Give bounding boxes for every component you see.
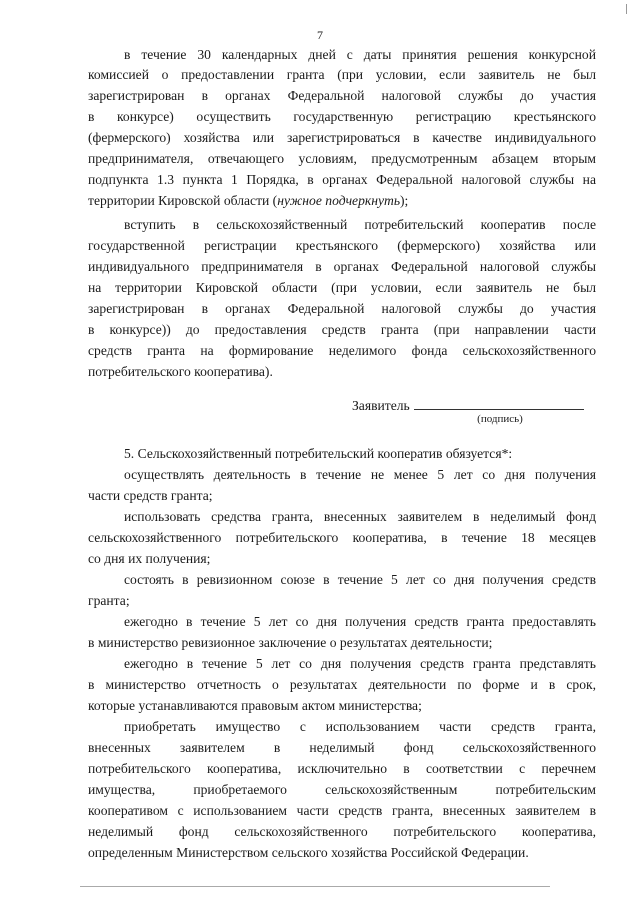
paragraph-line: средств гранта на формирование неделимого фонда сельскохозяйственного (88, 343, 596, 358)
paragraph-line: неделимый фонд сельскохозяйственного потребительского кооператива, (88, 824, 596, 839)
paragraph-line: на территории Кировской области (при условии, если заявитель не был (88, 280, 596, 295)
paragraph-line: сельскохозяйственного потребительского кооператива, в течение 18 месяцев (88, 530, 596, 545)
paragraph-line: использовать средства гранта, внесенных заявителем в неделимый фонд (124, 509, 596, 524)
scan-edge-mark (626, 4, 627, 14)
paragraph-line: зарегистрирован в органах Федеральной налоговой службы до участия (88, 88, 596, 103)
paragraph-line: части средств гранта; (88, 488, 213, 503)
paragraph-line (88, 193, 596, 209)
paragraph-line: которые устанавливаются правовым актом министерства; (88, 698, 422, 713)
signature-line (414, 397, 584, 410)
text-fragment: территории Кировской области ( (88, 193, 278, 208)
paragraph-line: кооперативом с использованием части средств гранта, внесенных заявителем в (88, 803, 596, 818)
paragraph-line: (фермерского) хозяйства или зарегистрироваться в качестве индивидуального (88, 130, 596, 145)
emphasized-note: нужное подчеркнуть (277, 193, 401, 208)
paragraph-line: государственной регистрации крестьянского (фермерского) хозяйства или (88, 238, 596, 253)
signature-label: Заявитель (352, 398, 410, 413)
paragraph-line: внесенных заявителем в неделимый фонд сельскохозяйственного (88, 740, 596, 755)
text-fragment: ); (400, 193, 409, 208)
paragraph-line: в конкурсе)) до предоставления средств гранта (при направлении части (88, 322, 596, 337)
paragraph-line: подпункта 1.3 пункта 1 Порядка, в органах Федеральной налоговой службы на (88, 172, 596, 187)
paragraph-line: в министерство отчетность о результатах деятельности по форме и в срок, (88, 677, 596, 692)
paragraph-line: потребительского кооператива). (88, 364, 273, 379)
paragraph-line: предпринимателя, отвечающего условиям, предусмотренным абзацем вторым (88, 151, 596, 166)
page-number: 7 (317, 28, 323, 42)
paragraph-line: ежегодно в течение 5 лет со дня получения средств гранта предоставлять (124, 614, 596, 629)
paragraph-line: в течение 30 календарных дней с даты принятия решения конкурсной (124, 47, 596, 62)
paragraph-line: имущества, приобретаемого сельскохозяйственным потребительским (88, 782, 596, 797)
paragraph-line: со дня их получения; (88, 551, 211, 566)
paragraph-line: приобретать имущество с использованием части средств гранта, (124, 719, 596, 734)
paragraph-line: вступить в сельскохозяйственный потребительский кооператив после (124, 217, 596, 232)
paragraph-line: состоять в ревизионном союзе в течение 5 лет со дня получения средств (124, 572, 596, 587)
signature-hint: (подпись) (477, 413, 523, 425)
paragraph-line: зарегистрирован в органах Федеральной налоговой службы до участия (88, 301, 596, 316)
footnote-separator (80, 886, 550, 887)
paragraph-line: комиссией о предоставлении гранта (при условии, если заявитель не был (88, 67, 596, 82)
paragraph-line: в конкурсе) осуществить государственную регистрацию крестьянского (88, 109, 596, 124)
paragraph-line: в министерство ревизионное заключение о результатах деятельности; (88, 635, 493, 650)
paragraph-line: потребительского кооператива, исключительно в соответствии с перечнем (88, 761, 596, 776)
paragraph-line: определенным Министерством сельского хозяйства Российской Федерации. (88, 845, 529, 860)
paragraph-line: ежегодно в течение 5 лет со дня получения средств гранта представлять (124, 656, 596, 671)
paragraph-line: осуществлять деятельность в течение не менее 5 лет со дня получения (124, 467, 596, 482)
paragraph-line: гранта; (88, 593, 130, 608)
paragraph-line: индивидуального предпринимателя в органах Федеральной налоговой службы (88, 259, 596, 274)
signature-field (352, 397, 592, 413)
section-heading: 5. Сельскохозяйственный потребительский кооператив обязуется*: (124, 446, 513, 461)
